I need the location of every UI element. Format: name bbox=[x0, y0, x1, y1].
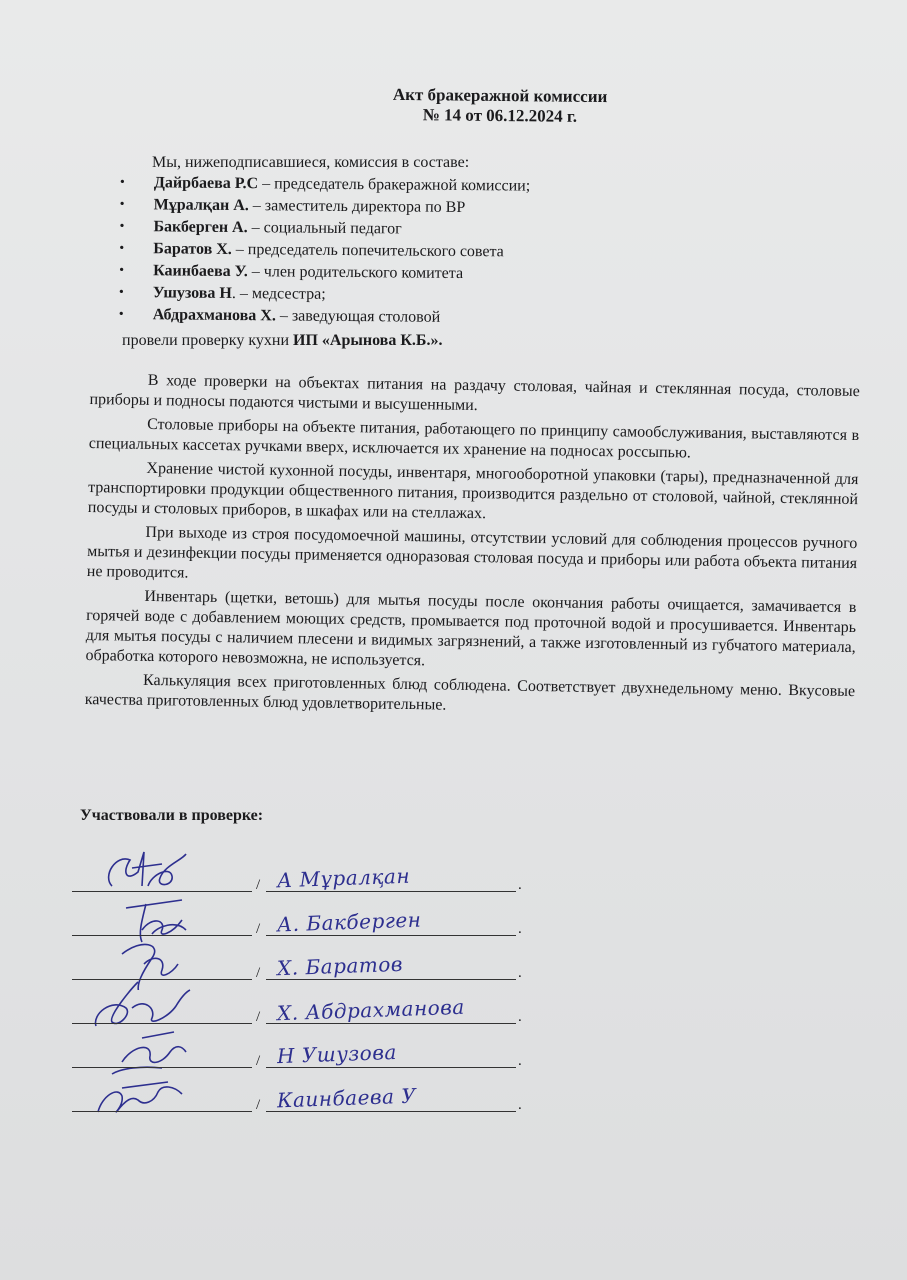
member-role: – председатель бракеражной комиссии; bbox=[258, 175, 531, 195]
bullet-icon: • bbox=[119, 175, 125, 191]
separator-dot: . bbox=[518, 1097, 522, 1113]
member-name: Каинбаева У. bbox=[153, 262, 248, 281]
member-name: Дайрбаева Р.С bbox=[153, 174, 259, 193]
signature-mark-icon bbox=[82, 1066, 192, 1122]
separator-dot: . bbox=[518, 877, 522, 893]
handwritten-name: А. Бакберген bbox=[276, 907, 422, 937]
signature-row bbox=[72, 1068, 532, 1118]
handwritten-name: Н Ушузова bbox=[276, 1039, 398, 1069]
inspection-subject bbox=[122, 332, 443, 350]
member-role: – заведующая столовой bbox=[275, 307, 441, 326]
member-name: Ушузова Н bbox=[152, 284, 232, 302]
member-role: – заместитель директора по ВР bbox=[248, 197, 466, 217]
document-title bbox=[300, 84, 700, 128]
member-role: – член родительского комитета bbox=[247, 263, 464, 283]
member-name: Бакберген А. bbox=[153, 218, 248, 237]
commission-members-list bbox=[117, 172, 531, 330]
handwritten-name: А Мұралқан bbox=[276, 863, 411, 893]
bullet-icon: • bbox=[119, 197, 125, 213]
separator-slash: / bbox=[256, 1053, 261, 1069]
inspection-prefix: провели проверку кухни bbox=[122, 332, 294, 349]
handwritten-name: Каинбаева У bbox=[276, 1083, 417, 1113]
bullet-icon: • bbox=[119, 219, 125, 235]
separator-slash: / bbox=[256, 921, 261, 937]
findings-paragraph: При выходе из строя посудомоечной машины, отсутствии условий для соблюдения процессов ручного мытья и дезинфекции посуды применяется одноразовая столовая посуда и приборы или работа объекта питания не проводится. bbox=[86, 523, 858, 582]
separator-dot: . bbox=[518, 921, 522, 937]
bullet-icon: • bbox=[118, 307, 124, 323]
separator-slash: / bbox=[256, 965, 261, 981]
member-name: Баратов Х. bbox=[153, 240, 232, 258]
member-role: . – медсестра; bbox=[231, 284, 326, 303]
bullet-icon: • bbox=[119, 241, 125, 257]
member-role: – социальный педагог bbox=[247, 219, 402, 238]
separator-dot: . bbox=[518, 1009, 522, 1025]
separator-slash: / bbox=[256, 1097, 261, 1113]
separator-dot: . bbox=[518, 965, 522, 981]
member-role: – председатель попечительского совета bbox=[231, 240, 504, 261]
bullet-icon: • bbox=[119, 263, 125, 279]
member-item bbox=[117, 304, 529, 330]
handwritten-name: Х. Баратов bbox=[276, 951, 404, 981]
findings-paragraph: Хранение чистой кухонной посуды, инвентаря, многооборотной упаковки (тары), предназначенной для транспортировки продукции общественного питания, производится раздельно от столовой, чайной, стеклянной посуды и столовых приборов, в шкафах или на стеллажах. bbox=[87, 459, 859, 523]
title-line-1: Акт бракеражной комиссии bbox=[392, 84, 608, 107]
member-name: Абдрахманова Х. bbox=[152, 306, 276, 325]
member-name: Мұралқан А. bbox=[153, 196, 249, 215]
handwritten-name: Х. Абдрахманова bbox=[276, 994, 466, 1026]
findings-paragraph: Инвентарь (щетки, ветошь) для мытья посуды после окончания работы очищается, замачивается в горячей воде с добавлением моющих средств, промывается под проточной водой и просушивается. Инвентарь для мытья посуды с наличием плесени и видимых загрязнений, а также изготовленный из губчатого материала, обработка которого невозможна, не используется. bbox=[85, 587, 857, 670]
title-line-2: № 14 от 06.12.2024 г. bbox=[422, 105, 578, 126]
findings-body bbox=[85, 370, 860, 726]
separator-slash: / bbox=[256, 1009, 261, 1025]
findings-paragraph: Столовые приборы на объекте питания, работающего по принципу самообслуживания, выставляются в специальных кассетах ручками вверх, исключается их хранение на подносах россыпью. bbox=[88, 415, 860, 462]
participants-heading: Участвовали в проверке: bbox=[80, 807, 264, 824]
bullet-icon: • bbox=[118, 285, 124, 301]
separator-slash: / bbox=[256, 877, 261, 893]
signature-line bbox=[72, 1111, 252, 1112]
separator-dot: . bbox=[518, 1053, 522, 1069]
inspected-entity: ИП «Арынова К.Б.». bbox=[293, 332, 443, 349]
findings-paragraph: В ходе проверки на объектах питания на раздачу столовая, чайная и стеклянная посуда, столовые приборы и подносы подаются чистыми и высушенными. bbox=[89, 371, 860, 415]
intro-text: Мы, нижеподписавшиеся, комиссия в составе: bbox=[152, 154, 470, 171]
findings-paragraph: Калькуляция всех приготовленных блюд соблюдена. Соответствует двухнедельному меню. Вкусовые качества приготовленных блюд удовлетворительные. bbox=[84, 671, 856, 714]
